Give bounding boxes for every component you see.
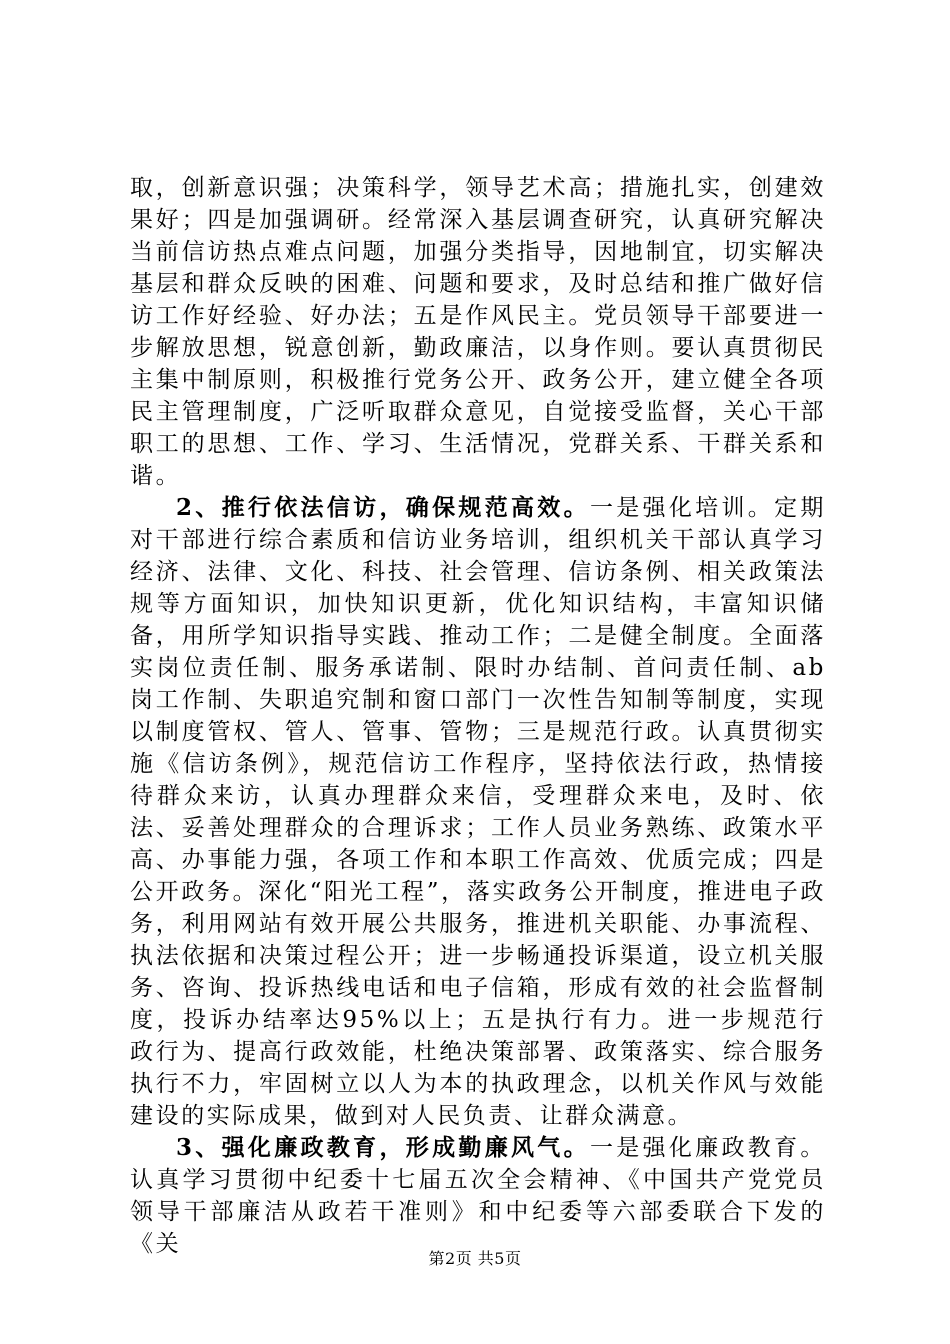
paragraph-3 bbox=[130, 1132, 826, 1260]
paragraph-1 bbox=[130, 172, 826, 492]
paragraph-2 bbox=[130, 492, 826, 1132]
paragraph-3-text: 一是强化廉政教育。认真学习贯彻中纪委十七届五次全会精神、《中国共产党党员领导干部廉洁从政若干准则》和中纪委等六部委联合下发的《关 bbox=[130, 1135, 826, 1257]
paragraph-3-heading: 3、强化廉政教育，形成勤廉风气。 bbox=[176, 1134, 590, 1161]
paragraph-1-text: 取，创新意识强；决策科学，领导艺术高；措施扎实，创建效果好；四是加强调研。经常深入基层调查研究，认真研究解决当前信访热点难点问题，加强分类指导，因地制宜，切实解决基层和群众反映的困难、问题和要求，及时总结和推广做好信访工作好经验、好办法；五是作风民主。党员领导干部要进一步解放思想，锐意创新，勤政廉洁，以身作则。要认真贯彻民主集中制原则，积极推行党务公开、政务公开，建立健全各项民主管理制度，广泛听取群众意见，自觉接受监督，关心干部职工的思想、工作、学习、生活情况，党群关系、干群关系和谐。 bbox=[130, 175, 826, 489]
paragraph-2-heading: 2、推行依法信访，确保规范高效。 bbox=[176, 494, 590, 521]
paragraph-2-text: 一是强化培训。定期对干部进行综合素质和信访业务培训，组织机关干部认真学习经济、法律、文化、科技、社会管理、信访条例、相关政策法规等方面知识，加快知识更新，优化知识结构，丰富知识储备，用所学知识指导实践、推动工作；二是健全制度。全面落实岗位责任制、服务承诺制、限时办结制、首问责任制、ab岗工作制、失职追究制和窗口部门一次性告知制等制度，实现以制度管权、管人、管事、管物；三是规范行政。认真贯彻实施《信访条例》，规范信访工作程序，坚持依法行政，热情接待群众来访，认真办理群众来信，受理群众来电，及时、依法、妥善处理群众的合理诉求；工作人员业务熟练、政策水平高、办事能力强，各项工作和本职工作高效、优质完成；四是公开政务。深化“阳光工程”，落实政务公开制度，推进电子政务，利用网站有效开展公共服务，推进机关职能、办事流程、执法依据和决策过程公开；进一步畅通投诉渠道，设立机关服务、咨询、投诉热线电话和电子信箱，形成有效的社会监督制度，投诉办结率达95%以上；五是执行有力。进一步规范行政行为、提高行政效能，杜绝决策部署、政策落实、综合服务执行不力，牢固树立以人为本的执政理念，以机关作风与效能建设的实际成果，做到对人民负责、让群众满意。 bbox=[130, 495, 826, 1129]
document-body bbox=[130, 172, 826, 1260]
page-number: 第2页 共5页 bbox=[428, 1249, 522, 1268]
page-footer bbox=[0, 1246, 950, 1269]
